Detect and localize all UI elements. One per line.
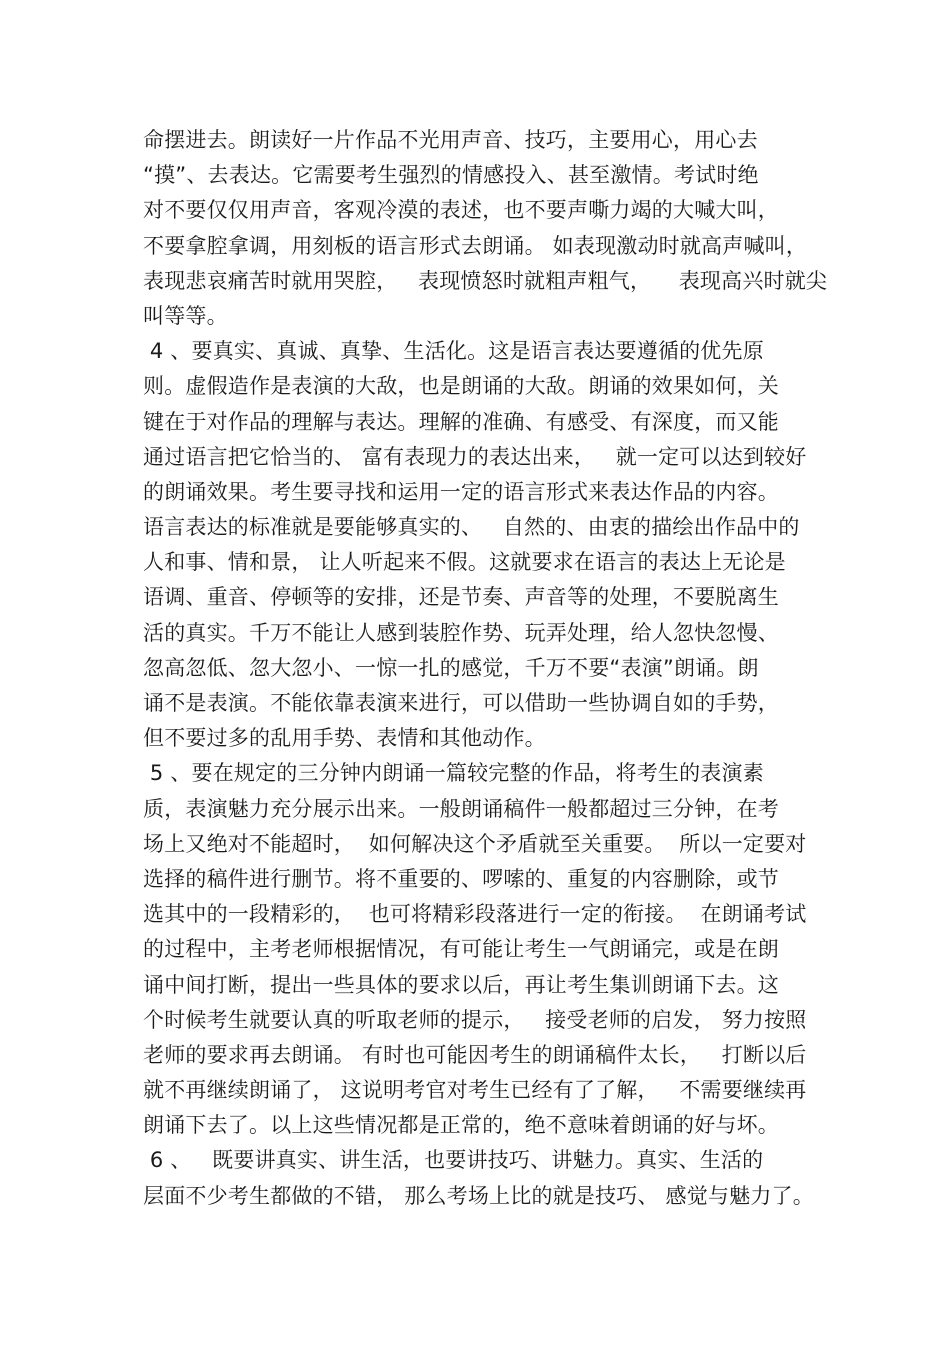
text-line: 场上又绝对不能超时， 如何解决这个矛盾就至关重要。 所以一定要对 [143, 831, 807, 856]
text-line: 个时候考生就要认真的听取老师的提示， 接受老师的启发， 努力按照 [143, 1007, 807, 1032]
text-line: 质，表演魅力充分展示出来。一般朗诵稿件一般都超过三分钟，在考 [143, 796, 779, 821]
text-line: 则。虚假造作是表演的大敌，也是朗诵的大敌。朗诵的效果如何，关 [143, 374, 779, 399]
text-line: 老师的要求再去朗诵。 有时也可能因考生的朗诵稿件太长， 打断以后 [143, 1042, 807, 1067]
text-line: 人和事、情和景， 让人听起来不假。这就要求在语言的表达上无论是 [143, 550, 786, 575]
text-line: 但不要过多的乱用手势、表情和其他动作。 [143, 726, 546, 751]
text-line: 活的真实。千万不能让人感到装腔作势、玩弄处理，给人忽快忽慢、 [143, 620, 779, 645]
text-line: 不要拿腔拿调，用刻板的语言形式去朗诵。 如表现激动时就高声喊叫， [143, 233, 808, 258]
text-line: 诵中间打断，提出一些具体的要求以后，再让考生集训朗诵下去。这 [143, 972, 779, 997]
text-line: 命摆进去。朗读好一片作品不光用声音、技巧，主要用心，用心去 [143, 128, 758, 152]
text-line: 键在于对作品的理解与表达。理解的准确、有感受、有深度，而又能 [143, 409, 779, 434]
text-line: 5 、要在规定的三分钟内朗诵一篇较完整的作品，将考生的表演素 [143, 761, 764, 786]
text-line: 层面不少考生都做的不错， 那么考场上比的就是技巧、 感觉与魅力了。 [143, 1183, 814, 1208]
text-line: 语调、重音、停顿等的安排，还是节奏、声音等的处理，不要脱离生 [143, 585, 779, 610]
text-line: 4 、要真实、真诚、真挚、生活化。这是语言表达要遵循的优先原 [143, 339, 764, 364]
text-line: 朗诵下去了。以上这些情况都是正常的，绝不意味着朗诵的好与坏。 [143, 1113, 779, 1138]
text-line: 就不再继续朗诵了， 这说明考官对考生已经有了了解， 不需要继续再 [143, 1078, 807, 1103]
text-line: 叫等等。 [143, 303, 228, 328]
text-line: 语言表达的标准就是要能够真实的、 自然的、由衷的描绘出作品中的 [143, 515, 800, 540]
text-line: 诵不是表演。不能依靠表演来进行，可以借助一些协调自如的手势， [143, 691, 779, 715]
text-line: 忽高忽低、忽大忽小、一惊一扎的感觉，千万不要“表演”朗诵。朗 [143, 655, 759, 680]
text-line: 6 、 既要讲真实、讲生活，也要讲技巧、讲魅力。真实、生活的 [143, 1148, 764, 1173]
document-body [143, 123, 828, 1214]
text-line: 通过语言把它恰当的、 富有表现力的表达出来， 就一定可以达到较好 [143, 444, 807, 469]
text-line: “摸”、去表达。它需要考生强烈的情感投入、甚至激情。考试时绝 [143, 163, 759, 188]
text-line: 表现悲哀痛苦时就用哭腔， 表现愤怒时就粗声粗气， 表现高兴时就尖 [143, 268, 828, 293]
text-line: 的过程中，主考老师根据情况，有可能让考生一气朗诵完，或是在朗 [143, 937, 779, 962]
text-line: 选其中的一段精彩的， 也可将精彩段落进行一定的衔接。 在朗诵考试 [143, 902, 807, 927]
text-line: 选择的稿件进行删节。将不重要的、啰嗦的、重复的内容删除，或节 [143, 866, 779, 891]
text-line: 的朗诵效果。考生要寻找和运用一定的语言形式来表达作品的内容。 [143, 479, 779, 504]
text-line: 对不要仅仅用声音，客观冷漠的表述，也不要声嘶力竭的大喊大叫， [143, 198, 779, 223]
